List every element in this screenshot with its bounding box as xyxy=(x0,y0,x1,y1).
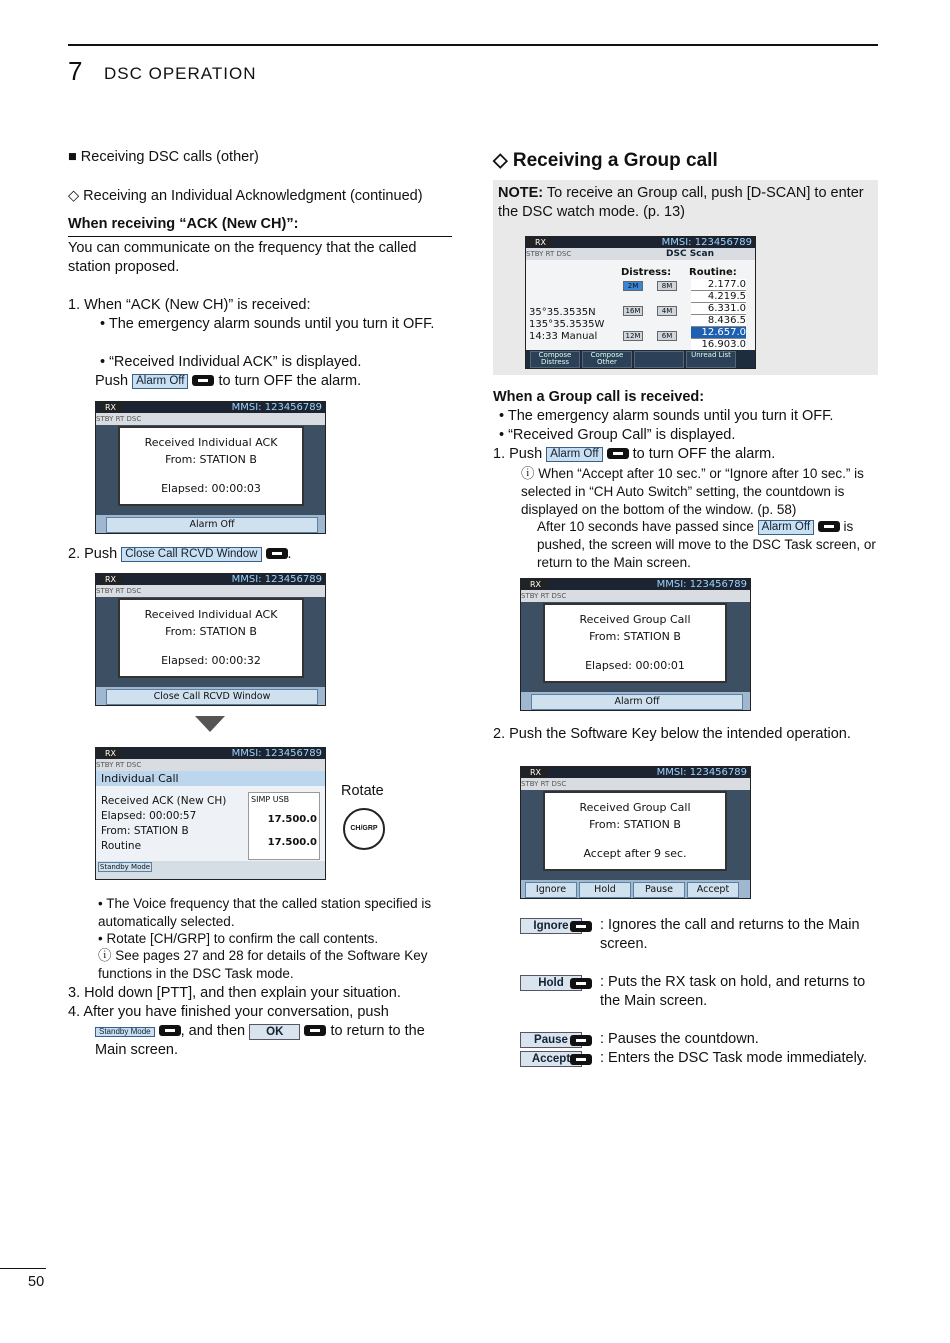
key-text: : Ignores the call and returns to the Main screen. xyxy=(600,917,860,952)
step-1: 1. When “ACK (New CH)” is received: xyxy=(68,297,311,313)
band-button[interactable]: 6M xyxy=(657,331,677,341)
close-call-softkey[interactable]: Close Call RCVD Window xyxy=(106,689,318,705)
ok-key: OK xyxy=(249,1024,300,1040)
band-button[interactable]: 12M xyxy=(623,331,643,341)
group-dialog: Received Group Call From: STATION B Elapsed: 00:00:01 xyxy=(543,603,727,683)
ack-dialog: Received Individual ACK From: STATION B Elapsed: 00:00:32 xyxy=(118,598,304,678)
softkey-pause[interactable]: Pause xyxy=(633,882,685,898)
routine-freq: 12.657.0 xyxy=(691,327,746,339)
bullet-voice: • The Voice frequency that the called station specified is automatically selected. xyxy=(98,896,432,929)
routine-freq: 2.177.0 xyxy=(691,279,746,291)
key-button-icon xyxy=(304,1025,326,1036)
chapter-title: DSC OPERATION xyxy=(104,64,257,83)
key-button-icon xyxy=(570,1054,592,1065)
group-step-1: 1. Push Alarm Off to turn OFF the alarm. xyxy=(493,446,776,462)
section-title: ■ Receiving DSC calls (other) xyxy=(68,149,259,165)
individual-call-title: Individual Call xyxy=(96,771,325,786)
routine-freq: 16.903.0 xyxy=(691,339,746,351)
routine-freq: 4.219.5 xyxy=(691,291,746,303)
heading-ack: When receiving “ACK (New CH)”: xyxy=(68,215,452,237)
group-step-2: 2. Push the Software Key below the intended operation. xyxy=(493,726,851,742)
bullet-rotate: • Rotate [CH/GRP] to confirm the call contents. xyxy=(98,931,379,946)
softkey-top[interactable]: Compose Distress xyxy=(530,351,580,368)
key-text: : Enters the DSC Task mode immediately. xyxy=(600,1050,868,1066)
key-description xyxy=(520,973,880,1011)
intro-text: You can communicate on the frequency that the called station proposed. xyxy=(68,240,417,275)
band-button[interactable]: 4M xyxy=(657,306,677,316)
group-bullet-1: • The emergency alarm sounds until you turn it OFF. xyxy=(499,408,834,424)
standby-mode-softkey[interactable]: Standby Mode xyxy=(99,863,151,871)
key-pause: Pause xyxy=(520,1032,582,1048)
key-button-icon xyxy=(266,548,288,559)
software-key-list xyxy=(520,916,880,1068)
screen-individual-call: RX MMSI: 123456789 STBY RT DSC Individual Call Received ACK (New CH) Elapsed: 00:00:57 From: STATION B Routine SIMP USB 17.500.0 17.500.0 Standby Mode xyxy=(95,747,326,880)
page-number: 50 xyxy=(28,1274,45,1290)
screen-group-call-2: RX MMSI: 123456789 STBY RT DSC Received Group Call From: STATION B Accept after 9 sec. Ignore Hold Pause Accept xyxy=(520,766,751,899)
softkey-accept[interactable]: Accept xyxy=(687,882,739,898)
routine-freq: 6.331.0 xyxy=(691,303,746,315)
key-button-icon xyxy=(570,978,592,989)
step-1-bullet-1: • The emergency alarm sounds until you turn it OFF. xyxy=(100,316,435,332)
key-button-icon xyxy=(607,448,629,459)
ack-dialog: Received Individual ACK From: STATION B Elapsed: 00:00:03 xyxy=(118,426,304,506)
step-4: 4. After you have finished your conversation, push xyxy=(68,1004,389,1020)
chapter-number: 7 xyxy=(68,56,83,86)
softkey-ignore[interactable]: Ignore xyxy=(525,882,577,898)
key-button-icon xyxy=(159,1025,181,1036)
alarm-off-softkey[interactable]: Alarm Off xyxy=(531,694,743,710)
step-1-push: Push Alarm Off to turn OFF the alarm. xyxy=(95,373,362,389)
alarm-off-key: Alarm Off xyxy=(758,520,814,535)
close-call-key: Close Call RCVD Window xyxy=(121,547,261,562)
subsection-title: ◇ Receiving an Individual Acknowledgment (continued) xyxy=(68,188,423,204)
step-4-cont: Standby Mode , and then OK to return to the Main screen. xyxy=(95,1023,425,1058)
routine-freq: 8.436.5 xyxy=(691,315,746,327)
key-button-icon xyxy=(818,521,840,532)
key-ignore: Ignore xyxy=(520,918,582,934)
group-bullet-2: • “Received Group Call” is displayed. xyxy=(499,427,736,443)
alarm-off-key: Alarm Off xyxy=(132,374,188,389)
ch-grp-knob-icon: CH/GRP xyxy=(343,808,385,850)
info-see-pages: ⓘ See pages 27 and 28 for details of the Software Key functions in the DSC Task mode. xyxy=(98,948,428,981)
key-text: : Puts the RX task on hold, and returns to the Main screen. xyxy=(600,974,866,1009)
step-3: 3. Hold down [PTT], and then explain your situation. xyxy=(68,985,401,1001)
softkey-hold[interactable]: Hold xyxy=(579,882,631,898)
screen-dsc-scan: RX MMSI: 123456789 STBY RT DSC DSC Scan Distress: Routine: 2.177.0 4.219.5 6.331.0 8.436.5 12.657.0 16.903.0 2M 16M 12M 8M 4M 6M 35°35.3535N 135°35.3535W 14:33 Manual Compose Distress Compose Other Unread List xyxy=(525,236,756,369)
key-accept: Accept xyxy=(520,1051,582,1067)
step-2: 2. Push Close Call RCVD Window . xyxy=(68,546,292,562)
group-info-timeout: After 10 seconds have passed since Alarm Off is pushed, the screen will move to the DSC Task screen, or return to the Main screen. xyxy=(537,519,876,570)
step-1-bullet-2: • “Received Individual ACK” is displayed. xyxy=(100,354,362,370)
key-hold: Hold xyxy=(520,975,582,991)
screen-ack-1: RX MMSI: 123456789 STBY RT DSC Received Individual ACK From: STATION B Elapsed: 00:00:03 Alarm Off xyxy=(95,401,326,534)
rotate-label: Rotate xyxy=(341,783,384,799)
softkey-top[interactable]: Unread List xyxy=(686,351,736,368)
screen-group-call-1: RX MMSI: 123456789 STBY RT DSC Received Group Call From: STATION B Elapsed: 00:00:01 Alarm Off xyxy=(520,578,751,711)
screen-ack-2: RX MMSI: 123456789 STBY RT DSC Received Individual ACK From: STATION B Elapsed: 00:00:32 Close Call RCVD Window xyxy=(95,573,326,706)
group-dialog: Received Group Call From: STATION B Accept after 9 sec. xyxy=(543,791,727,871)
when-group-heading: When a Group call is received: xyxy=(493,389,705,405)
alarm-off-key: Alarm Off xyxy=(546,447,602,462)
band-button[interactable]: 8M xyxy=(657,281,677,291)
band-button[interactable]: 16M xyxy=(623,306,643,316)
note-text: NOTE: To receive an Group call, push [D-SCAN] to enter the DSC watch mode. (p. 13) xyxy=(498,185,864,220)
standby-key: Standby Mode xyxy=(95,1027,155,1037)
header-rule xyxy=(68,44,878,46)
key-description xyxy=(520,1030,880,1049)
key-button-icon xyxy=(570,1035,592,1046)
key-button-icon xyxy=(570,921,592,932)
footer-rule xyxy=(0,1268,46,1269)
band-button[interactable]: 2M xyxy=(623,281,643,291)
key-description xyxy=(520,1049,880,1068)
softkey-top[interactable] xyxy=(634,351,684,368)
key-button-icon xyxy=(192,375,214,386)
alarm-off-softkey[interactable]: Alarm Off xyxy=(106,517,318,533)
key-description xyxy=(520,916,880,954)
softkey-top[interactable]: Compose Other xyxy=(582,351,632,368)
key-text: : Pauses the countdown. xyxy=(600,1031,759,1047)
arrow-down-icon xyxy=(195,716,225,732)
group-info-countdown: ⓘ When “Accept after 10 sec.” or “Ignore after 10 sec.” is selected in “CH Auto Switch” setting, the countdown is displayed on the bottom of the window. (p. 58) xyxy=(521,466,864,517)
group-call-heading: ◇ Receiving a Group call xyxy=(493,150,718,171)
